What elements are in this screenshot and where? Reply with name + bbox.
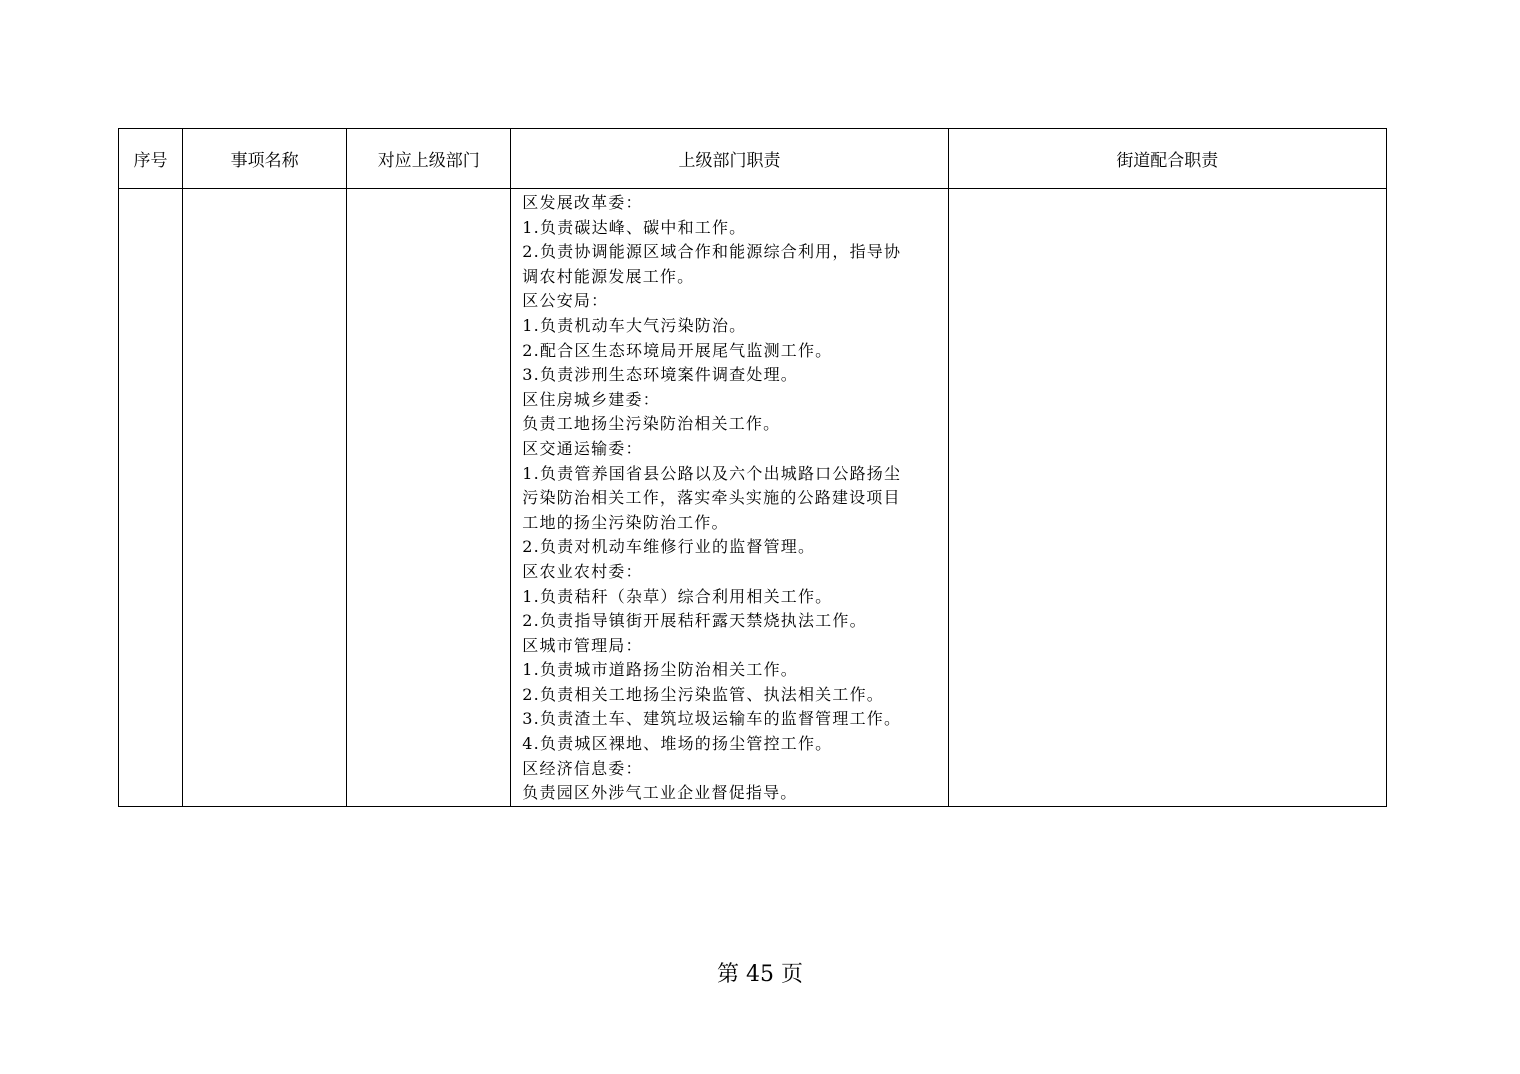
- duty-line: 4.负责城区裸地、堆场的扬尘管控工作。: [522, 734, 833, 754]
- duty-line: 1.负责秸秆（杂草）综合利用相关工作。: [522, 586, 833, 606]
- table-row: [119, 189, 1387, 807]
- duty-line: 区住房城乡建委：: [522, 389, 660, 409]
- duty-line: 调农村能源发展工作。: [522, 266, 695, 286]
- duty-table: [118, 128, 1387, 807]
- cell-item-name: [183, 189, 347, 807]
- duty-line: 区公安局：: [522, 291, 609, 311]
- duty-line: 2.负责对机动车维修行业的监督管理。: [522, 537, 816, 557]
- duty-line: 负责工地扬尘污染防治相关工作。: [522, 414, 781, 434]
- duty-line: 2.配合区生态环境局开展尾气监测工作。: [522, 340, 833, 360]
- header-street-duties: 街道配合职责: [948, 129, 1386, 189]
- duty-line: 区城市管理局：: [522, 635, 643, 655]
- duty-line: 区发展改革委：: [522, 193, 643, 212]
- duty-line: 工地的扬尘污染防治工作。: [522, 512, 729, 532]
- duty-line: 1.负责机动车大气污染防治。: [522, 315, 747, 335]
- duty-line: 3.负责涉刑生态环境案件调查处理。: [522, 365, 798, 385]
- header-superior-department: 对应上级部门: [347, 129, 511, 189]
- duty-line: 区交通运输委：: [522, 438, 643, 458]
- duty-line: 污染防治相关工作，落实牵头实施的公路建设项目: [522, 488, 901, 508]
- header-item-name: 事项名称: [183, 129, 347, 189]
- duty-text-block: [511, 189, 947, 806]
- duty-line: 区经济信息委：: [522, 758, 643, 778]
- cell-superior-department: [347, 189, 511, 807]
- duty-line: 2.负责协调能源区域合作和能源综合利用，指导协: [522, 242, 902, 262]
- duty-line: 3.负责渣土车、建筑垃圾运输车的监督管理工作。: [522, 709, 902, 729]
- cell-street-duties: [948, 189, 1386, 807]
- duty-line: 1.负责碳达峰、碳中和工作。: [522, 217, 747, 237]
- duty-line: 区农业农村委：: [522, 561, 643, 581]
- cell-serial-number: [119, 189, 183, 807]
- table-header-row: [119, 129, 1387, 189]
- duty-line: 2.负责指导镇街开展秸秆露天禁烧执法工作。: [522, 611, 867, 631]
- page-number: 第 45 页: [717, 962, 803, 987]
- duty-line: 负责园区外涉气工业企业督促指导。: [522, 783, 798, 803]
- duty-line: 1.负责管养国省县公路以及六个出城路口公路扬尘: [522, 463, 902, 483]
- cell-superior-duties: [511, 189, 948, 807]
- header-serial-number: 序号: [119, 129, 183, 189]
- duty-line: 2.负责相关工地扬尘污染监管、执法相关工作。: [522, 684, 884, 704]
- header-superior-duties: 上级部门职责: [511, 129, 948, 189]
- duty-line: 1.负责城市道路扬尘防治相关工作。: [522, 660, 798, 680]
